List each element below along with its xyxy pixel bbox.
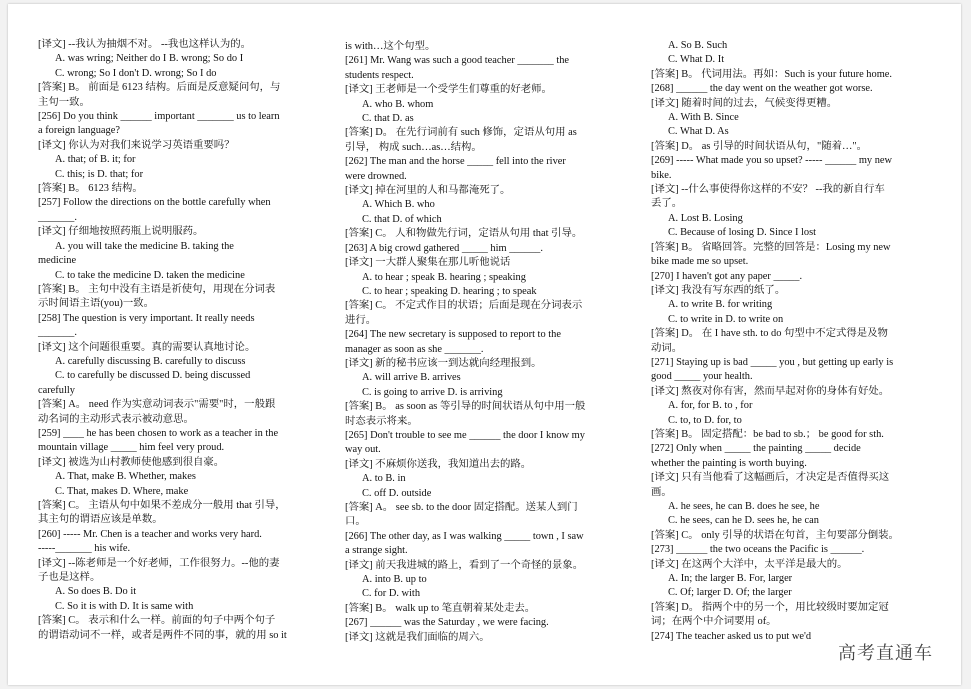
text-line: medicine — [38, 255, 77, 267]
text-line: way out. — [345, 444, 381, 456]
option-line: A. will arrive B. arrives — [362, 372, 461, 384]
text-line: [270] I haven't got any paper _____. — [651, 270, 803, 282]
text-column-middle — [345, 40, 621, 645]
option-line: A. So does B. Do it — [55, 586, 137, 598]
option-line: C. Of; larger D. Of; the larger — [668, 587, 792, 599]
option-line: A. Lost B. Losing — [668, 212, 743, 224]
option-line: C. is going to arrive D. is arriving — [362, 386, 503, 398]
text-line: [译文] --什么事使得你这样的不安？ --我的新自行车 — [651, 184, 885, 196]
text-line: [答案] C。 主语从句中如果不差成分一般用 that 引导， — [38, 500, 286, 511]
option-line: A. you will take the medicine B. taking the — [55, 240, 234, 252]
text-line: [译文] 不麻烦你送我，我知道出去的路。 — [345, 458, 532, 470]
option-line: A. carefully discussing B. carefully to discuss — [55, 355, 246, 367]
option-line: C. that D. as — [362, 113, 414, 125]
text-line: 示时间语主语(you)一致。 — [38, 298, 155, 310]
text-line: 时态表示将来。 — [345, 415, 418, 427]
text-line: [答案] B。 walk up to 笔直朝着某处走去。 — [345, 602, 536, 614]
text-line: [译文] 被选为山村教师使他感到很自豪。 — [38, 456, 225, 468]
option-line: C. that D. of which — [362, 213, 442, 225]
text-line: [272] Only when _____ the painting _____ decide — [651, 443, 861, 455]
text-line: carefully — [38, 384, 75, 396]
option-line: C. to carefully be discussed D. being discussed — [55, 370, 251, 382]
text-line: [译文] 你认为对我们来说学习英语重要吗？ — [38, 139, 235, 151]
text-line: [答案] B。 as soon as 等引导的时间状语从句中用一般 — [345, 401, 586, 413]
text-line: [译文] 在这两个大洋中，太平洋是最大的。 — [651, 558, 848, 570]
text-line: [译文] 掉在河里的人和马都淹死了。 — [345, 185, 511, 197]
text-line: [译文] 一大群人聚集在那儿听他说话 — [345, 257, 511, 269]
text-line: were drowned. — [345, 170, 407, 182]
text-line: [267] ______ was the Saturday , we were facing. — [345, 617, 549, 629]
option-line: C. to take the medicine D. taken the medicine — [55, 269, 245, 281]
text-line: -----_______ his wife. — [38, 543, 131, 555]
option-line: C. What D. As — [668, 126, 729, 138]
text-line: [266] The other day, as I was walking _____ town , I saw — [345, 530, 584, 542]
text-line: [译文] 这个问题很重要。真的需要认真地讨论。 — [38, 341, 256, 353]
option-line: C. to hear ; speaking D. hearing ; to speak — [362, 285, 537, 297]
option-line: A. into B. up to — [362, 574, 427, 586]
option-line: C. off D. outside — [362, 487, 432, 499]
text-line: a foreign language? — [38, 125, 120, 137]
text-line: [译文] 随着时间的过去，气候变得更糟。 — [651, 97, 838, 109]
option-line: A. he sees, he can B. does he see, he — [668, 501, 820, 512]
text-line: manager as soon as she _______. — [345, 343, 484, 355]
text-line: 主句一致。 — [38, 96, 90, 108]
text-line: [答案] A。 need 作为实意动词表示"需要"时，一般跟 — [38, 399, 276, 411]
option-line: C. to, to D. for, to — [668, 414, 742, 426]
text-line: [答案] B。 前面是 6123 结构。后面是反意疑问句，与 — [38, 82, 281, 94]
text-line: a strange sight. — [345, 545, 408, 557]
text-line: 画。 — [651, 486, 672, 498]
text-line: [译文] 王老师是一个受学生们尊重的好老师。 — [345, 84, 552, 96]
text-line: [263] A big crowd gathered _____ him ______. — [345, 242, 543, 254]
text-line: [259] ____ he has been chosen to work as a teacher in the — [38, 427, 279, 439]
text-line: [答案] C。 表示和什么一样。前面的句子中两个句子 — [38, 615, 276, 627]
text-line: [答案] B。 6123 结构。 — [38, 183, 143, 195]
option-line: C. this; is D. that; for — [55, 168, 144, 180]
text-line: [答案] C。 only 引导的状语在句首，主句要部分倒装。 — [651, 529, 899, 541]
text-line: [260] ----- Mr. Chen is a teacher and works very hard. — [38, 528, 262, 540]
text-line: [261] Mr. Wang was such a good teacher _______ the — [345, 55, 570, 67]
text-line: [273] ______ the two oceans the Pacific is ______. — [651, 544, 865, 556]
text-line: [译文] --陈老师是一个好老师，工作很努力。--他的妻 — [38, 557, 280, 569]
text-line: [264] The new secretary is supposed to report to the — [345, 329, 561, 341]
option-line: A. who B. whom — [362, 98, 434, 110]
text-line: students respect. — [345, 69, 414, 81]
text-line: [答案] B。 省略回答。完整的回答是：Losing my new — [651, 241, 891, 253]
option-line: A. to write B. for writing — [668, 299, 773, 311]
text-line: 动名词的主动形式表示被动意思。 — [38, 413, 194, 425]
option-line: C. to write in D. to write on — [668, 313, 784, 325]
text-line: good _____ your health. — [651, 371, 753, 383]
text-line: [译文] 熬夜对你有害，然而早起对你的身体有好处。 — [651, 385, 890, 397]
text-line: [译文] 这就是我们面临的周六。 — [345, 631, 490, 643]
text-line: [274] The teacher asked us to put we'd — [651, 630, 812, 642]
text-line: [262] The man and the horse _____ fell into the river — [345, 156, 566, 168]
text-line: 的谓语动词不一样，或者是两件不同的事，就的用 so it — [38, 629, 287, 641]
option-line: A. With B. Since — [668, 112, 739, 124]
document-page — [8, 4, 961, 685]
text-line: [256] Do you think ______ important _______ us to learn — [38, 111, 280, 123]
text-line: bike made me so upset. — [651, 256, 749, 268]
text-line: [答案] C。 不定式作目的状语；后面是现在分词表示 — [345, 300, 583, 312]
text-line: [答案] B。 代词用法。再如：Such is your future home. — [651, 68, 892, 80]
option-line: A. In; the larger B. For, larger — [668, 573, 793, 585]
text-line: [269] ----- What made you so upset? ----- ______ my new — [651, 155, 893, 167]
text-line: mountain village _____ him feel very proud. — [38, 442, 225, 454]
text-line: [答案] A。 see sb. to the door 固定搭配。送某人到门 — [345, 502, 578, 513]
text-column-right — [651, 39, 927, 644]
text-line: 词；在两个中介词要用 of。 — [651, 616, 777, 628]
option-line: C. he sees, can he D. sees he, he can — [668, 515, 819, 527]
option-line: C. So it is with D. It is same with — [55, 600, 194, 612]
option-line: C. What D. It — [668, 54, 725, 66]
text-line: [答案] D。 指两个中的另一个，用比较级时要加定冠 — [651, 601, 889, 613]
text-line: 动词。 — [651, 342, 683, 354]
text-line: [268] ______ the day went on the weather got worse. — [651, 83, 873, 95]
text-line: [答案] D。 在 I have sth. to do 句型中不定式得是及物 — [651, 328, 888, 340]
option-line: C. wrong; So I don't D. wrong; So I do — [55, 67, 217, 79]
text-line: 引导， 构成 such…as…结构。 — [345, 141, 482, 153]
option-line: A. Which B. who — [362, 199, 435, 211]
text-line: [译文] 仔细地按照药瓶上说明服药。 — [38, 226, 204, 238]
text-line: [257] Follow the directions on the bottle carefully when — [38, 197, 271, 209]
text-line: [译文] 只有当他看了这幅画后，才决定是否值得买这 — [651, 472, 890, 484]
option-line: C. Because of losing D. Since I lost — [668, 227, 817, 239]
option-line: A. that; of B. it; for — [55, 154, 136, 166]
option-line: A. for, for B. to , for — [668, 400, 753, 412]
text-line: [258] The question is very important. It really needs — [38, 312, 255, 324]
option-line: C. for D. with — [362, 588, 421, 600]
text-line: [答案] B。 固定搭配：be bad to sb.； be good for sth. — [651, 428, 884, 440]
text-line: whether the painting is worth buying. — [651, 457, 807, 469]
text-line: 子也是这样。 — [38, 572, 101, 584]
text-line: [译文] 我没有写东西的纸了。 — [651, 284, 786, 296]
text-line: is with…这个句型。 — [345, 41, 436, 52]
text-line: [译文] 前天我进城的路上，看到了一个奇怪的景象。 — [345, 559, 584, 571]
text-line: [271] Staying up is bad _____ you , but getting up early is — [651, 356, 894, 368]
text-line: [译文] 新的秘书应该一到达就向经理报到。 — [345, 357, 542, 369]
option-line: A. So B. Such — [668, 40, 728, 51]
option-line: C. That, makes D. Where, make — [55, 485, 189, 497]
text-line: [265] Don't trouble to see me ______ the door I know my — [345, 429, 585, 441]
option-line: A. to hear ; speak B. hearing ; speaking — [362, 271, 526, 283]
text-line: [译文] --我认为抽烟不对。 --我也这样认为的。 — [38, 39, 251, 50]
text-line: 其主句的谓语应该是单数。 — [38, 514, 163, 526]
text-line: [答案] D。 as 引导的时间状语从句，"随着…"。 — [651, 140, 867, 152]
text-column-left — [38, 38, 314, 643]
text-line: 口。 — [345, 516, 366, 528]
option-line: A. was wring; Neither do I B. wrong; So do I — [55, 53, 244, 65]
text-line: _______. — [38, 327, 77, 339]
text-line: [答案] B。 主句中没有主语是祈使句，用现在分词表 — [38, 283, 276, 295]
text-line: [答案] C。 人和物做先行词，定语从句用 that 引导。 — [345, 228, 583, 240]
text-line: 进行。 — [345, 314, 377, 326]
text-line: bike. — [651, 169, 672, 181]
option-line: A. That, make B. Whether, makes — [55, 471, 196, 483]
watermark-text: 高考直通车 — [838, 643, 933, 664]
option-line: A. to B. in — [362, 473, 406, 485]
text-line: _______. — [38, 211, 77, 223]
text-line: 丢了。 — [651, 198, 683, 210]
text-line: [答案] D。 在先行词前有 such 修饰，定语从句用 as — [345, 127, 577, 139]
